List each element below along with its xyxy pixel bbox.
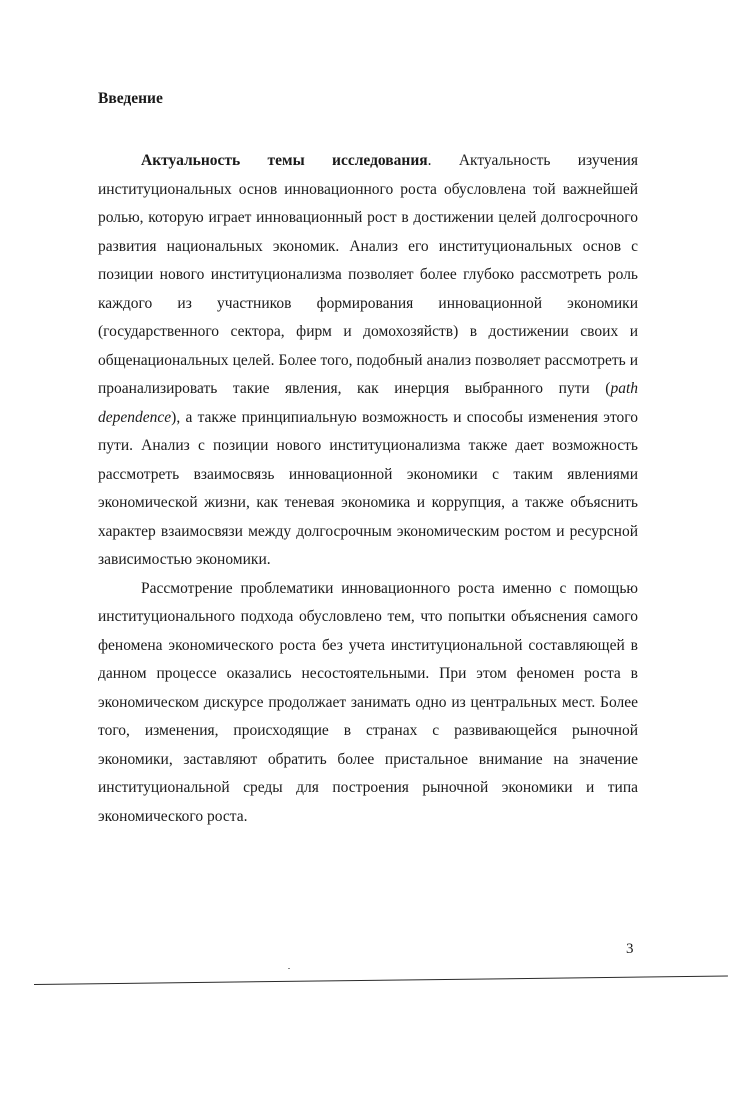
lead-punctuation: .: [427, 152, 432, 169]
paragraph-approach: Рассмотрение проблематики инновационного роста именно с помощью институционального подхода обусловлено тем, что попытки объяснения самого феномена экономического роста без учета институциональной составляющей в данном процессе оказались несостоятельными. При этом феномен роста в экономическом дискурсе продолжает занимать одно из центральных мест. Более того, изменения, происходящие в странах с развивающейся рыночной экономики, заставляют обратить более пристальное внимание на значение институциональной среды для построения рыночной экономики и типа экономического роста.: [98, 579, 638, 825]
section-heading: Введение: [98, 90, 163, 107]
footer-rule: [34, 976, 728, 985]
italic-term: path dependence: [98, 380, 638, 426]
paragraph-lead: Актуальность темы исследования: [141, 152, 428, 169]
paragraph-text-part: Актуальность изучения институциональных основ инновационного роста обусловлена той важнейшей ролью, которую играет инновационный рост в достижении целей долгосрочного развития национальных экономик. Анализ его институциональных основ с позиции нового институционализма позволяет более глубоко рассмотреть роль каждого из участников формирования инновационной экономики (государственного сектора, фирм и домохозяйств) в достижении своих и общенациональных целей. Более того, подобный анализ позволяет рассмотреть и проанализировать такие явления, как инерция выбранного пути (: [98, 152, 638, 397]
scan-speck: [288, 968, 290, 969]
page-number: 3: [626, 941, 634, 957]
body-text: [98, 147, 638, 831]
paragraph-text-part: ), а также принципиальную возможность и способы изменения этого пути. Анализ с позиции нового институционализма также дает возможность рассмотреть взаимосвязь инновационной экономики с таким явлениями экономической жизни, как теневая экономика и коррупция, а также объяснить характер взаимосвязи между долгосрочным экономическим ростом и ресурсной зависимостью экономики.: [98, 408, 638, 568]
paragraph-relevance: [98, 147, 638, 575]
